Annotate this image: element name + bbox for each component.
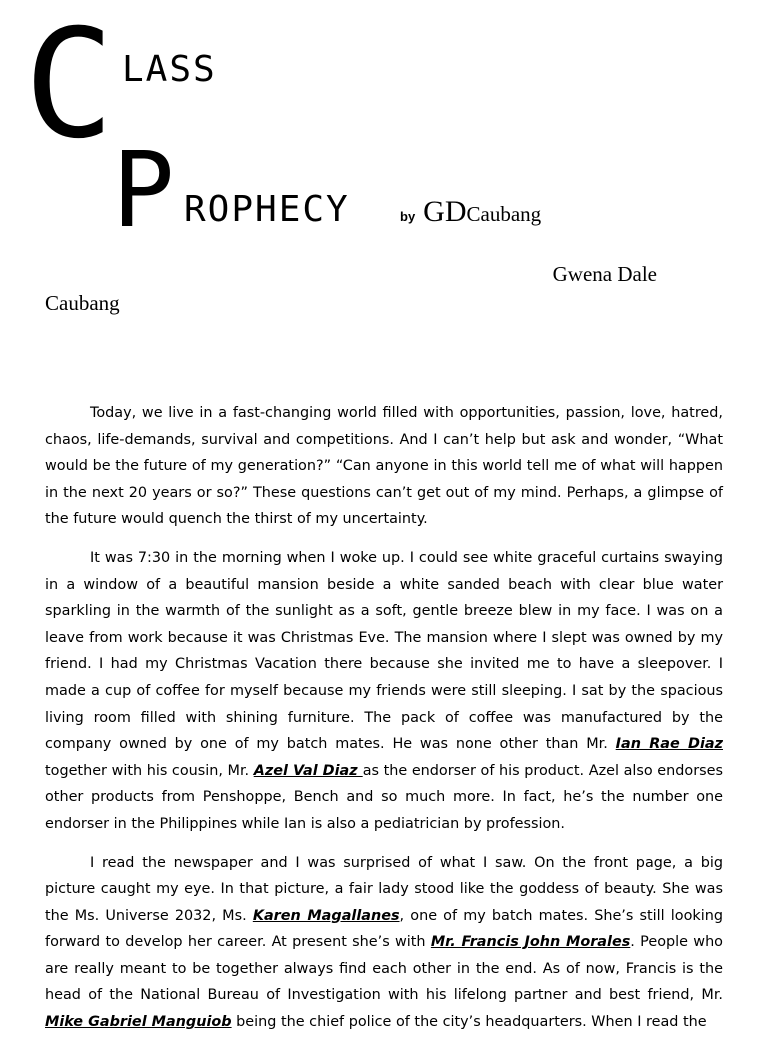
body-text	[45, 400, 723, 1048]
paragraph-2-text: It was 7:30 in the morning when I woke up. I could see white graceful curtains swaying in a window of a beautiful mansion beside a white sanded beach with clear blue water sparkling in the warmth of the sunlight as a soft, gentle breeze blew in my face. I was on a leave from work because it was Christmas Eve. The mansion where I slept was owned by my friend. I had my Christmas Vacation there because she invited me to have a sleepover. I made a cup of coffee for myself because my friends were still sleeping. I sat by the spacious living room filled with shining furniture. The pack of coffee was manufactured by the company owned by one of my batch mates. He was none other than Mr.	[45, 549, 723, 753]
byline-by: by	[400, 209, 416, 224]
paragraph-3-text: being the chief police of the city’s headquarters. When I read the	[231, 1014, 707, 1031]
author-name-line1: Gwena Dale	[552, 262, 657, 286]
paragraph-3-text: I read the newspaper and I was surprised of what I saw. On the front page, a big picture caught my eye. In that picture, a fair lady stood like the goddess of beauty. She was the Ms. Universe 2032, Ms.	[45, 854, 723, 924]
title-word-lass: LASS	[122, 49, 217, 90]
byline-surname: Caubang	[466, 202, 542, 226]
name-azel-val-diaz: Azel Val Diaz	[253, 762, 363, 779]
name-francis-john-morales: Mr. Francis John Morales	[430, 934, 631, 951]
paragraph-2	[45, 545, 723, 838]
paragraph-3	[45, 850, 723, 1036]
name-karen-magallanes: Karen Magallanes	[252, 907, 400, 924]
paragraph-1: Today, we live in a fast-changing world filled with opportunities, passion, love, hatred, chaos, life-demands, survival and competitions. And I can’t help but ask and wonder, “What would be the future of my generation?” “Can anyone in this world tell me of what will happen in the next 20 years or so?” These questions can’t get out of my mind. Perhaps, a glimpse of the future would quench the thirst of my uncertainty.	[45, 405, 723, 528]
title-word-rophecy: ROPHECY	[184, 189, 350, 230]
title-initial-p: P	[112, 129, 175, 251]
paragraph-2-text: together with his cousin, Mr.	[45, 762, 254, 779]
name-mike-gabriel-manguiob: Mike Gabriel Manguiob	[45, 1014, 232, 1031]
byline-initials: GD	[423, 195, 467, 228]
paragraph-2-text: as the endorser of his product. Azel also endorses other products from Penshoppe, Bench and so much more. In fact, he’s the number one endorser in the Philippines while Ian is also a pediatrician by profession.	[45, 762, 723, 832]
paragraph-3-text: , one of my batch mates. She’s still looking forward to develop her career. At present she’s with	[45, 907, 723, 951]
paragraph-3-text: . People who are really meant to be together always find each other in the end. As of now, Francis is the head of the National Bureau of Investigation with his lifelong partner and best friend, Mr.	[45, 934, 723, 1004]
byline	[400, 195, 541, 229]
author-name-line2: Caubang	[45, 291, 120, 315]
title-initial-c: C	[24, 0, 115, 172]
name-ian-rae-diaz: Ian Rae Diaz	[615, 736, 723, 753]
